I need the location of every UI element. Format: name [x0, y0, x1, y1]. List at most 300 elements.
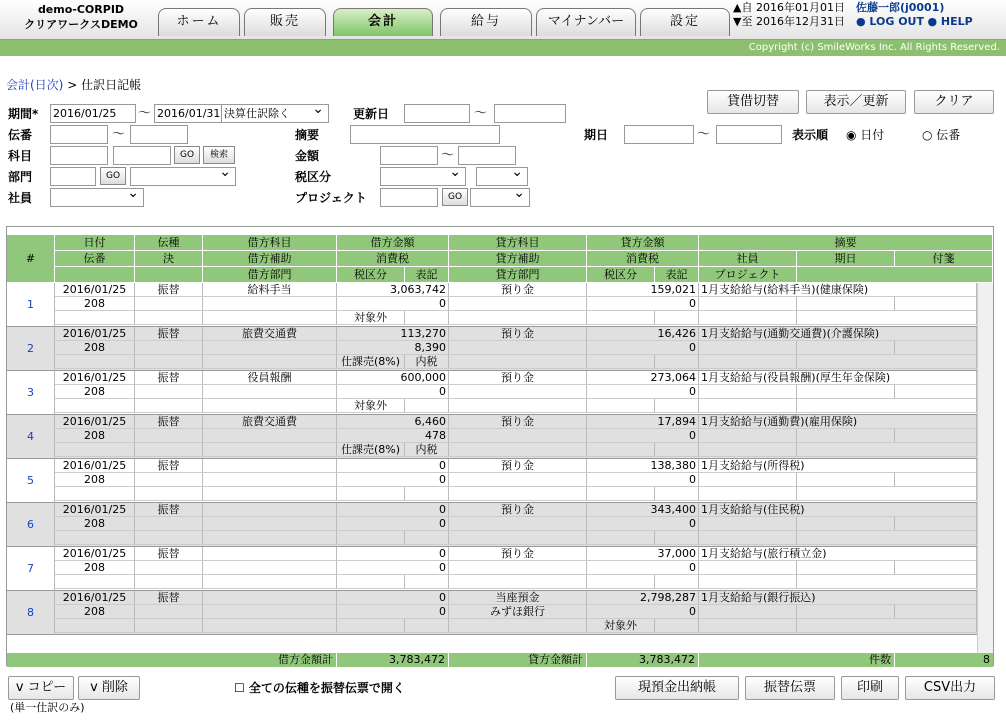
cell-employee	[699, 341, 797, 355]
cell-settle	[135, 473, 203, 487]
transfer-slip-button[interactable]: 振替伝票	[745, 676, 835, 700]
account-code-input[interactable]	[50, 146, 108, 165]
cell-credit-dept	[449, 531, 587, 545]
cell-debit-sub	[203, 297, 337, 311]
cell-employee	[699, 517, 797, 531]
th-sticky: 付箋	[895, 251, 993, 267]
cell-credit-sub	[449, 429, 587, 443]
cell-credit-note	[655, 355, 699, 369]
cell-credit-dept	[449, 619, 587, 633]
open-all-checkbox[interactable]: ☐ 全ての伝種を振替伝票で開く	[234, 681, 405, 695]
th-employee: 社員	[699, 251, 797, 267]
cell-blank	[55, 575, 135, 589]
tab-sales[interactable]: 販売	[244, 8, 326, 36]
corp-id: demo-CORPID	[37, 3, 125, 16]
cell-credit-sub	[449, 561, 587, 575]
cell-project	[699, 531, 797, 545]
cell-debit-account: 旅費交通費	[203, 415, 337, 429]
amount-to-input[interactable]	[458, 146, 516, 165]
cell-credit-account: 預り金	[449, 459, 587, 473]
th-debit-amt: 借方金額	[337, 235, 449, 251]
project-go-button[interactable]: GO	[442, 188, 468, 206]
debit-total-label: 借方金額計	[203, 653, 337, 667]
cell-credit-amount: 2,798,287	[587, 591, 699, 605]
tax-label: 税区分	[295, 170, 332, 184]
account-search-button[interactable]: 検索	[203, 146, 235, 164]
slip-to-input[interactable]	[130, 125, 188, 144]
cell-debit-amount: 0	[337, 459, 449, 473]
cell-credit-account: 預り金	[449, 371, 587, 385]
summary-input[interactable]	[350, 125, 500, 144]
cell-credit-dept	[449, 399, 587, 413]
cell-sticky	[895, 429, 977, 443]
cell-credit-dept	[449, 355, 587, 369]
cell-debit-note	[405, 531, 449, 545]
cell-debit-tax: 0	[337, 473, 449, 487]
cell-debit-dept	[203, 355, 337, 369]
cell-date: 2016/01/25	[55, 371, 135, 385]
slip-label: 伝番	[8, 128, 33, 142]
cell-debit-amount: 6,460	[337, 415, 449, 429]
slip-from-input[interactable]	[50, 125, 108, 144]
cell-credit-account: 預り金	[449, 415, 587, 429]
th-type: 伝種	[135, 235, 203, 251]
display-update-button[interactable]: 表示／更新	[806, 90, 906, 114]
row-number-link[interactable]: 4	[7, 415, 55, 459]
cell-blank	[55, 399, 135, 413]
th-debit-dept: 借方部門	[203, 267, 337, 283]
table-row[interactable]	[7, 283, 977, 327]
cell-due	[797, 517, 895, 531]
due-to-input[interactable]	[716, 125, 782, 144]
cell-settle	[135, 297, 203, 311]
cell-debit-taxcls	[337, 531, 405, 545]
cell-debit-account: 旅費交通費	[203, 327, 337, 341]
table-row[interactable]	[7, 327, 977, 371]
cell-credit-amount: 159,021	[587, 283, 699, 297]
cell-debit-note: 内税	[405, 443, 449, 457]
employee-label: 社員	[8, 191, 33, 205]
th-credit-taxcls: 税区分	[587, 267, 655, 283]
cell-debit-account	[203, 459, 337, 473]
cell-sticky	[895, 517, 977, 531]
cell-project	[699, 443, 797, 457]
logout-link[interactable]: ● LOG OUT	[855, 15, 924, 28]
th-blank2	[135, 267, 203, 283]
cell-credit-note	[655, 443, 699, 457]
cell-date: 2016/01/25	[55, 415, 135, 429]
cell-credit-account: 預り金	[449, 327, 587, 341]
cell-credit-account: 当座預金	[449, 591, 587, 605]
cell-blank	[135, 575, 203, 589]
cell-summary: 1月支給給与(通勤交通費)(介護保険)	[699, 327, 977, 341]
row-number-link[interactable]: 1	[7, 283, 55, 327]
dept-go-button[interactable]: GO	[100, 167, 126, 185]
row-number-link[interactable]: 7	[7, 547, 55, 591]
cell-credit-note	[655, 399, 699, 413]
cell-debit-taxcls	[337, 619, 405, 633]
header-info	[733, 1, 973, 29]
cell-credit-amount: 273,064	[587, 371, 699, 385]
cell-summary: 1月支給給与(給料手当)(健康保険)	[699, 283, 977, 297]
table-row[interactable]	[7, 459, 977, 503]
cell-blank	[797, 487, 977, 501]
cell-debit-dept	[203, 399, 337, 413]
cell-blank	[797, 531, 977, 545]
cell-settle	[135, 561, 203, 575]
cell-due	[797, 341, 895, 355]
order-slip-radio[interactable]: ○ 伝番	[922, 128, 961, 142]
tab-settings[interactable]: 設定	[640, 8, 730, 36]
journal-table	[6, 226, 994, 666]
cell-credit-note	[655, 311, 699, 325]
dept-code-input[interactable]	[50, 167, 96, 186]
cell-settle	[135, 605, 203, 619]
help-link[interactable]: ● HELP	[927, 15, 973, 28]
account-label: 科目	[8, 149, 33, 163]
cell-project	[699, 399, 797, 413]
cell-settle	[135, 517, 203, 531]
cell-credit-sub	[449, 297, 587, 311]
cell-project	[699, 487, 797, 501]
cell-employee	[699, 561, 797, 575]
account-go-button[interactable]: GO	[174, 146, 200, 164]
cell-employee	[699, 473, 797, 487]
cell-debit-taxcls	[337, 487, 405, 501]
cell-blank	[55, 531, 135, 545]
cell-debit-note	[405, 311, 449, 325]
cell-type: 振替	[135, 547, 203, 561]
cell-debit-account	[203, 547, 337, 561]
cell-due	[797, 473, 895, 487]
cell-blank	[797, 399, 977, 413]
csv-button[interactable]: CSV出力	[905, 676, 995, 700]
th-no: #	[7, 235, 55, 283]
cell-credit-taxcls	[587, 355, 655, 369]
cell-employee	[699, 429, 797, 443]
cell-settle	[135, 385, 203, 399]
cell-date: 2016/01/25	[55, 547, 135, 561]
cell-credit-tax: 0	[587, 297, 699, 311]
th-credit-acc: 貸方科目	[449, 235, 587, 251]
updated-label: 更新日	[353, 107, 390, 121]
cell-credit-tax: 0	[587, 385, 699, 399]
corp-title: クリアワークスDEMO	[24, 18, 138, 31]
tab-mynumber[interactable]: マイナンバー	[536, 8, 636, 36]
cell-sticky	[895, 385, 977, 399]
cell-credit-note	[655, 575, 699, 589]
corp-name	[6, 2, 156, 32]
th-blank3	[797, 267, 993, 283]
count-label: 件数	[797, 653, 895, 667]
cell-blank	[135, 487, 203, 501]
cell-debit-dept	[203, 311, 337, 325]
cell-blank	[797, 443, 977, 457]
project-code-input[interactable]	[380, 188, 438, 207]
cell-credit-taxcls	[587, 311, 655, 325]
cell-blank	[135, 443, 203, 457]
delete-button[interactable]: v 削除	[78, 676, 140, 700]
cell-project	[699, 311, 797, 325]
credit-total-label: 貸方金額計	[449, 653, 587, 667]
cell-debit-amount: 600,000	[337, 371, 449, 385]
cell-date: 2016/01/25	[55, 503, 135, 517]
dept-label: 部門	[8, 170, 33, 184]
cell-due	[797, 561, 895, 575]
clear-button[interactable]: クリア	[914, 90, 994, 114]
cell-summary: 1月支給給与(所得税)	[699, 459, 977, 473]
cell-debit-tax: 0	[337, 385, 449, 399]
th-summary: 摘要	[699, 235, 993, 251]
cell-blank	[135, 531, 203, 545]
period-label: 期間*	[8, 107, 39, 121]
cell-employee	[699, 605, 797, 619]
th-debit-note: 表記	[405, 267, 449, 283]
cell-date: 2016/01/25	[55, 591, 135, 605]
th-credit-note: 表記	[655, 267, 699, 283]
cash-book-button[interactable]: 現預金出納帳	[615, 676, 739, 700]
order-date-radio[interactable]: ◉ 日付	[846, 128, 885, 142]
cell-debit-dept	[203, 531, 337, 545]
row-number-link[interactable]: 2	[7, 327, 55, 371]
th-slip: 伝番	[55, 251, 135, 267]
footer-note: (単一仕訳のみ)	[10, 701, 85, 714]
cell-sticky	[895, 605, 977, 619]
cell-debit-taxcls: 仕課売(8%)	[337, 355, 405, 369]
tab-payroll[interactable]: 給与	[440, 8, 532, 36]
cell-credit-tax: 0	[587, 429, 699, 443]
cell-project	[699, 355, 797, 369]
count-value: 8	[983, 653, 990, 666]
tilde-due: ～	[697, 127, 711, 142]
table-body	[7, 283, 977, 653]
table-row[interactable]	[7, 503, 977, 547]
table-row[interactable]	[7, 371, 977, 415]
cell-blank	[55, 487, 135, 501]
amount-from-input[interactable]	[380, 146, 438, 165]
cell-due	[797, 385, 895, 399]
cell-credit-tax: 0	[587, 473, 699, 487]
cell-slip: 208	[55, 473, 135, 487]
cell-blank	[797, 619, 977, 633]
cell-debit-tax: 0	[337, 297, 449, 311]
cell-slip: 208	[55, 605, 135, 619]
th-credit-dept: 貸方部門	[449, 267, 587, 283]
cell-sticky	[895, 561, 977, 575]
cell-credit-sub	[449, 473, 587, 487]
cell-blank	[55, 443, 135, 457]
closing-select[interactable]: 決算仕訳除く ⌄	[221, 104, 329, 123]
balance-switch-button[interactable]: 貸借切替	[707, 90, 799, 114]
cell-debit-dept	[203, 619, 337, 633]
cell-debit-tax: 8,390	[337, 341, 449, 355]
cell-credit-sub	[449, 517, 587, 531]
cell-debit-dept	[203, 443, 337, 457]
cell-credit-note	[655, 487, 699, 501]
breadcrumb-current: 仕訳日記帳	[81, 78, 142, 92]
cell-blank	[135, 355, 203, 369]
period-to[interactable]: ▼至 2016年12月31日	[733, 15, 845, 28]
cell-debit-account: 役員報酬	[203, 371, 337, 385]
cell-type: 振替	[135, 327, 203, 341]
cell-debit-note	[405, 487, 449, 501]
breadcrumb-separator: >	[63, 78, 82, 92]
cell-credit-account: 預り金	[449, 547, 587, 561]
due-label: 期日	[584, 128, 609, 142]
tilde-updated: ～	[474, 106, 488, 121]
cell-debit-sub	[203, 517, 337, 531]
cell-debit-account: 給料手当	[203, 283, 337, 297]
cell-debit-tax: 0	[337, 561, 449, 575]
cell-blank	[797, 311, 977, 325]
period-from[interactable]: ▲自 2016年01月01日	[733, 1, 845, 14]
copy-button[interactable]: v コピー	[8, 676, 74, 700]
cell-debit-taxcls: 仕課売(8%)	[337, 443, 405, 457]
cell-debit-sub	[203, 385, 337, 399]
tilde-slip: ～	[112, 127, 126, 142]
cell-debit-dept	[203, 575, 337, 589]
summary-label: 摘要	[295, 128, 320, 142]
date-from-input[interactable]: 2016/01/25	[50, 104, 136, 123]
cell-slip: 208	[55, 429, 135, 443]
cell-credit-amount: 17,894	[587, 415, 699, 429]
cell-due	[797, 605, 895, 619]
cell-credit-tax: 0	[587, 561, 699, 575]
updated-to-input[interactable]	[494, 104, 566, 123]
totals-row	[7, 653, 993, 667]
cell-credit-amount: 16,426	[587, 327, 699, 341]
cell-employee	[699, 385, 797, 399]
cell-debit-dept	[203, 487, 337, 501]
credit-total: 3,783,472	[587, 653, 699, 667]
cell-debit-amount: 0	[337, 547, 449, 561]
cell-credit-taxcls	[587, 443, 655, 457]
th-debit-tax: 消費税	[337, 251, 449, 267]
tilde-amount: ～	[441, 148, 455, 163]
cell-credit-dept	[449, 575, 587, 589]
table-row[interactable]	[7, 547, 977, 591]
date-to-input[interactable]: 2016/01/31	[154, 104, 226, 123]
dept-select[interactable]	[130, 167, 236, 186]
cell-project	[699, 619, 797, 633]
cell-summary: 1月支給給与(銀行振込)	[699, 591, 977, 605]
cell-debit-note	[405, 619, 449, 633]
cell-credit-sub	[449, 385, 587, 399]
table-row[interactable]	[7, 415, 977, 459]
tax-rate-select[interactable]	[476, 167, 528, 186]
cell-credit-note	[655, 531, 699, 545]
row-number-link[interactable]: 6	[7, 503, 55, 547]
cell-debit-tax: 0	[337, 517, 449, 531]
row-number-link[interactable]: 8	[7, 591, 55, 635]
cell-blank	[135, 311, 203, 325]
breadcrumb-parent[interactable]: 会計(日次)	[6, 78, 64, 92]
cell-blank	[55, 355, 135, 369]
cell-type: 振替	[135, 591, 203, 605]
cell-credit-note	[655, 619, 699, 633]
cell-credit-sub	[449, 341, 587, 355]
cell-date: 2016/01/25	[55, 327, 135, 341]
cell-summary: 1月支給給与(旅行積立金)	[699, 547, 977, 561]
tab-accounting[interactable]: 会計	[333, 8, 433, 36]
updated-from-input[interactable]	[404, 104, 470, 123]
cell-sticky	[895, 297, 977, 311]
cell-credit-taxcls	[587, 575, 655, 589]
row-number-link[interactable]: 5	[7, 459, 55, 503]
cell-debit-note	[405, 575, 449, 589]
cell-summary: 1月支給給与(役員報酬)(厚生年金保険)	[699, 371, 977, 385]
cell-type: 振替	[135, 459, 203, 473]
cell-credit-tax: 0	[587, 605, 699, 619]
th-credit-tax: 消費税	[587, 251, 699, 267]
cell-type: 振替	[135, 371, 203, 385]
th-blank1	[55, 267, 135, 283]
tab-home[interactable]: ホーム	[158, 8, 240, 36]
cell-slip: 208	[55, 341, 135, 355]
cell-credit-account: 預り金	[449, 283, 587, 297]
tax-select[interactable]	[380, 167, 466, 186]
cell-date: 2016/01/25	[55, 283, 135, 297]
cell-summary: 1月支給給与(通勤費)(雇用保険)	[699, 415, 977, 429]
cell-slip: 208	[55, 385, 135, 399]
project-select[interactable]	[470, 188, 530, 207]
table-scrollbar[interactable]	[977, 283, 993, 653]
cell-settle	[135, 429, 203, 443]
row-number-link[interactable]: 3	[7, 371, 55, 415]
print-button[interactable]: 印刷	[841, 676, 899, 700]
cell-credit-taxcls	[587, 399, 655, 413]
cell-credit-amount: 343,400	[587, 503, 699, 517]
cell-debit-tax: 478	[337, 429, 449, 443]
cell-blank	[797, 575, 977, 589]
cell-credit-sub: みずほ銀行	[449, 605, 587, 619]
th-date: 日付	[55, 235, 135, 251]
cell-credit-taxcls: 対象外	[587, 619, 655, 633]
cell-due	[797, 429, 895, 443]
cell-credit-taxcls	[587, 487, 655, 501]
cell-summary: 1月支給給与(住民税)	[699, 503, 977, 517]
cell-blank	[135, 399, 203, 413]
cell-credit-tax: 0	[587, 341, 699, 355]
cell-debit-amount: 0	[337, 503, 449, 517]
cell-credit-amount: 37,000	[587, 547, 699, 561]
account-name-input[interactable]	[113, 146, 171, 165]
cell-debit-sub	[203, 429, 337, 443]
cell-due	[797, 297, 895, 311]
app-header	[0, 0, 1006, 40]
order-label: 表示順	[792, 128, 829, 142]
cell-blank	[55, 619, 135, 633]
cell-sticky	[895, 341, 977, 355]
cell-employee	[699, 297, 797, 311]
cell-date: 2016/01/25	[55, 459, 135, 473]
cell-debit-note	[405, 399, 449, 413]
cell-debit-taxcls: 対象外	[337, 311, 405, 325]
due-from-input[interactable]	[624, 125, 694, 144]
debit-total: 3,783,472	[337, 653, 449, 667]
th-settle: 決	[135, 251, 203, 267]
cell-type: 振替	[135, 503, 203, 517]
cell-settle	[135, 341, 203, 355]
cell-credit-account: 預り金	[449, 503, 587, 517]
cell-credit-dept	[449, 443, 587, 457]
cell-slip: 208	[55, 297, 135, 311]
cell-credit-dept	[449, 487, 587, 501]
cell-credit-amount: 138,380	[587, 459, 699, 473]
table-row[interactable]	[7, 591, 977, 635]
cell-debit-account	[203, 591, 337, 605]
employee-select[interactable]	[50, 188, 144, 207]
